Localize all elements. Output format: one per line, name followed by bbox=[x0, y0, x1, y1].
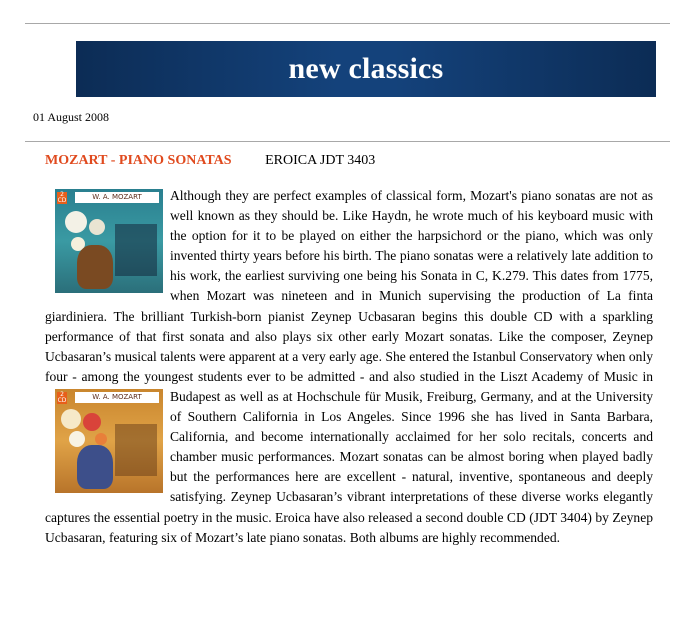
review-text-part-1: Although they are perfect examples of classical form, Mozart's piano sonatas are not as well known as they should be. Like Haydn, he wrote much of his keyboard music with the option for it to be played on either the harpsichord or the piano, which was only invented thirty years before his birth. The piano sonatas were a relatively late addition to his work, the earliest surviving one being his Sonata in C, K.279. This dates from 1775, when Mozart was nineteen and in Munich supervising the production of La finta giardiniera. The brilliant Turkish-born pianist Zeynep Ucbasaran begins this double CD with a sparkling performance of that first sonata and also plays six other early Mozart sonatas. Like the composer, Zeynep Ucbasaran’s musical talents were apparent at a very early age. She entered the Istanbul Conservatory when only four - among the youngest students ever to be admitted - and also studied in the Liszt Academy of Music in Budapest as well as bbox=[45, 188, 653, 404]
album-cover-2 bbox=[55, 389, 163, 493]
cover-brand: W. A. MOZART bbox=[75, 392, 159, 403]
review-text-part-2: at Hochschule für Musik, Freiburg, Germany, and at the University of Southern California in Los Angeles. Since 1996 she has lived in Santa Barbara, California, and become internationally acclaimed for her solo recitals, concerts and chamber music performances. Mozart sonatas can be almost boring when played badly but the performances here are excellent - natural, inventive, spontaneous and deeply satisfying. Zeynep Ucbasaran’s vibrant interpretations of these diverse works elegantly captures the essential poetry in the music. Eroica have also released a second double CD (JDT 3404) by Zeynep Ucbasaran, featuring six of Mozart’s late piano sonatas. Both albums are highly recommended. bbox=[45, 388, 653, 545]
album-cover-1 bbox=[55, 189, 163, 293]
banner-title: new classics bbox=[288, 52, 444, 85]
flower-decoration bbox=[95, 433, 107, 445]
review-title: MOZART - PIANO SONATAS bbox=[45, 153, 232, 168]
vase-illustration bbox=[77, 445, 113, 489]
cd-badge: 2 CD bbox=[57, 390, 67, 404]
cover-tracklist-panel bbox=[115, 424, 157, 476]
cd-badge: 2 CD bbox=[57, 191, 67, 204]
publish-date: 01 August 2008 bbox=[33, 110, 110, 124]
cover-brand: W. A. MOZART bbox=[75, 192, 159, 203]
review-heading bbox=[45, 153, 375, 169]
flower-decoration bbox=[61, 409, 81, 429]
flower-decoration bbox=[69, 431, 85, 447]
cover-tracklist-panel bbox=[115, 224, 157, 276]
top-divider bbox=[25, 23, 670, 24]
flower-decoration bbox=[65, 211, 87, 233]
flower-decoration bbox=[83, 413, 101, 431]
date-divider bbox=[25, 141, 670, 142]
catalogue-number: EROICA JDT 3403 bbox=[265, 153, 376, 168]
flower-decoration bbox=[89, 219, 105, 235]
review-body bbox=[45, 186, 653, 548]
vase-illustration bbox=[77, 245, 113, 289]
site-banner bbox=[76, 41, 656, 97]
